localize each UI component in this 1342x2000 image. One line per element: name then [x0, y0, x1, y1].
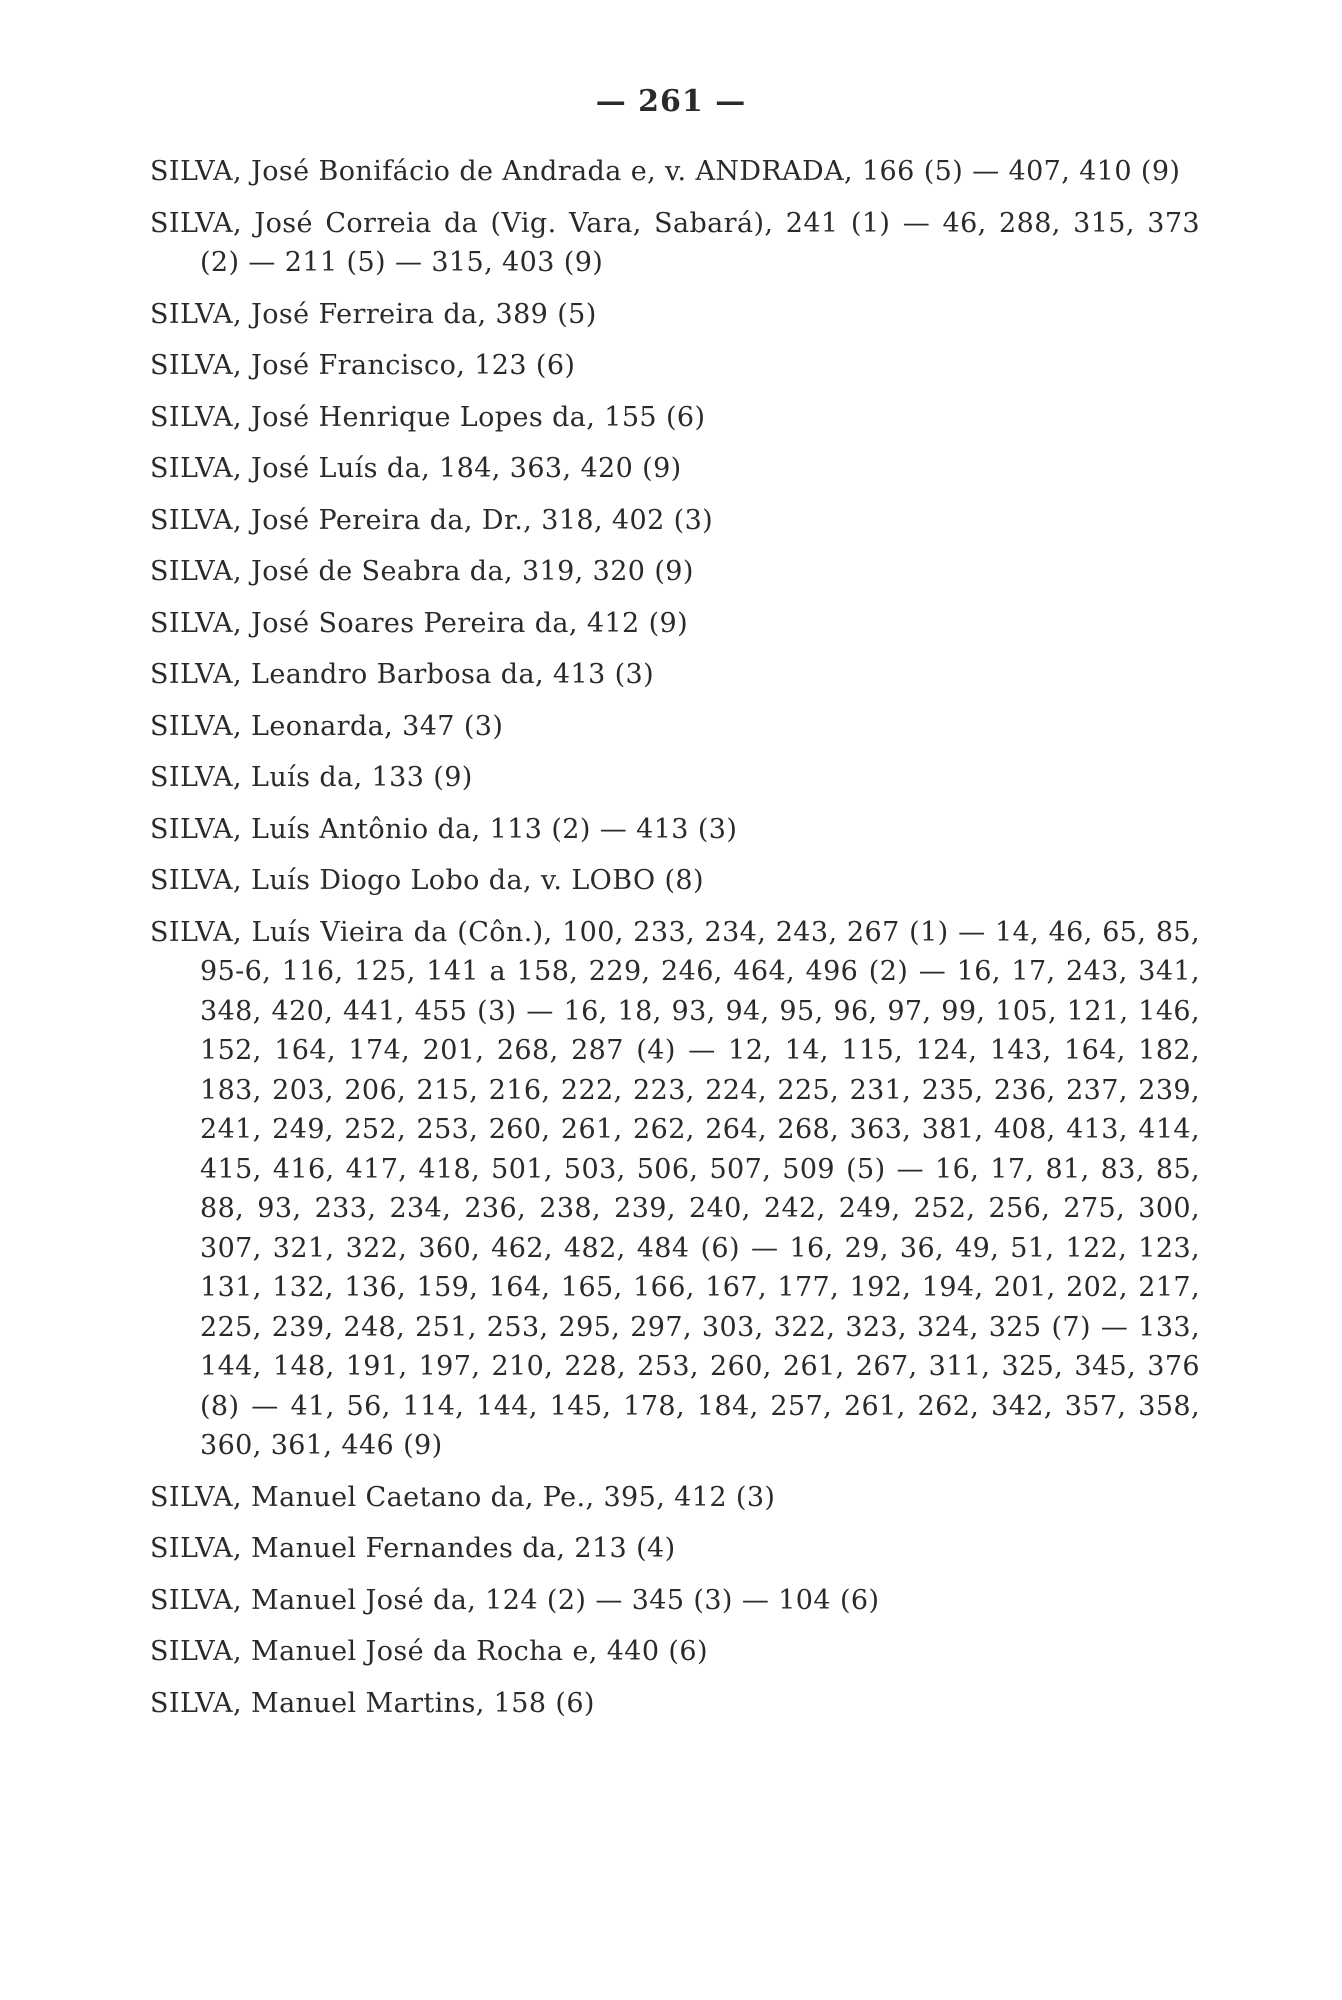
index-entry: SILVA, José Soares Pereira da, 412 (9) — [150, 607, 689, 639]
index-entry: SILVA, José Bonifácio de Andrada e, v. ANDRADA, 166 (5) — 407, 410 (9) — [150, 156, 1181, 187]
index-entry: SILVA, Luís Diogo Lobo da, v. LOBO (8) — [150, 865, 704, 896]
index-entry: SILVA, Luís Antônio da, 113 (2) — 413 (3) — [150, 813, 738, 845]
index-entry: SILVA, Luís da, 133 (9) — [150, 762, 473, 793]
index-entry: SILVA, Leandro Barbosa da, 413 (3) — [150, 659, 655, 690]
index-entry: SILVA, José Ferreira da, 389 (5) — [150, 298, 597, 330]
index-entry: SILVA, José Henrique Lopes da, 155 (6) — [150, 401, 706, 433]
index-entry: SILVA, Manuel Caetano da, Pe., 395, 412 (3) — [150, 1481, 776, 1513]
index-entry: SILVA, José de Seabra da, 319, 320 (9) — [150, 556, 694, 587]
index-entry: SILVA, José Pereira da, Dr., 318, 402 (3) — [150, 504, 714, 536]
index-entry: SILVA, José Correia da (Vig. Vara, Sabará), 241 (1) — 46, 288, 315, 373 (2) — 211 (5) — 315, 403 (9) — [150, 207, 1200, 278]
index-entry: SILVA, Manuel José da, 124 (2) — 345 (3) — 104 (6) — [150, 1584, 880, 1616]
index-entry-list — [150, 152, 1200, 1723]
index-entry: SILVA, Manuel Fernandes da, 213 (4) — [150, 1533, 676, 1564]
index-entry: SILVA, Luís Vieira da (Côn.), 100, 233, 234, 243, 267 (1) — 14, 46, 65, 85, 95-6, 116, 125, 141 a 158, 229, 246, 464, 496 (2) — 16, 17, 243, 341, 348, 420, 441, 455 (3) — 16, 18, 93, 94, 95, 96, 97, 99, 105, 121, 146, 152, 164, 174, 201, 268, 287 (4) — 12, 14, 115, 124, 143, 164, 182, 183, 203, 206, 215, 216, 222, 223, 224, 225, 231, 235, 236, 237, 239, 241, 249, 252, 253, 260, 261, 262, 264, 268, 363, 381, 408, 413, 414, 415, 416, 417, 418, 501, 503, 506, 507, 509 (5) — 16, 17, 81, 83, 85, 88, 93, 233, 234, 236, 238, 239, 240, 242, 249, 252, 256, 275, 300, 307, 321, 322, 360, 462, 482, 484 (6) — 16, 29, 36, 49, 51, 122, 123, 131, 132, 136, 159, 164, 165, 166, 167, 177, 192, 194, 201, 202, 217, 225, 239, 248, 251, 253, 295, 297, 303, 322, 323, 324, 325 (7) — 133, 144, 148, 191, 197, 210, 228, 253, 260, 261, 267, 311, 325, 345, 376 (8) — 41, 56, 114, 144, 145, 178, 184, 257, 261, 262, 342, 357, 358, 360, 361, 446 (9) — [150, 916, 1200, 1461]
index-entry: SILVA, Leonarda, 347 (3) — [150, 710, 504, 742]
index-entry: SILVA, José Luís da, 184, 363, 420 (9) — [150, 453, 682, 484]
index-entry: SILVA, Manuel Martins, 158 (6) — [150, 1687, 595, 1719]
page-number: — 261 — — [595, 84, 747, 119]
index-entry: SILVA, José Francisco, 123 (6) — [150, 350, 576, 381]
index-entry: SILVA, Manuel José da Rocha e, 440 (6) — [150, 1636, 708, 1667]
